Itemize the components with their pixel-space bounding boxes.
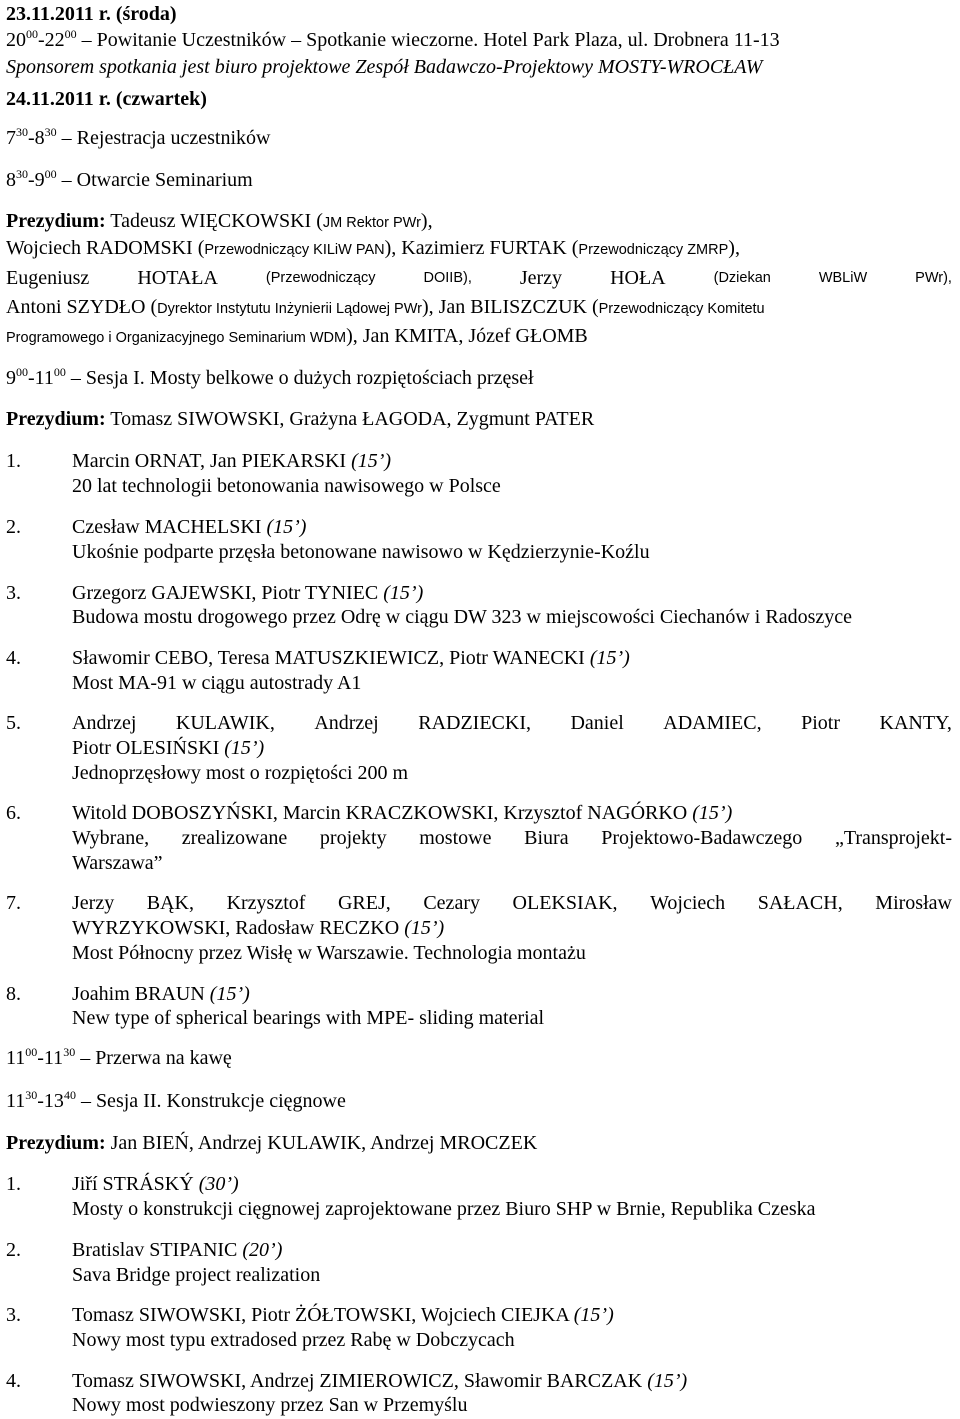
talk-authors: Czesław MACHELSKI (15’) — [72, 516, 307, 538]
session2-header: $11^{30}-13^{40}$ – Sesja II. Konstrukcje cięgnowe — [6, 1088, 346, 1112]
presidium-line-5: Programowego i Organizacyjnego Seminarium WDM), Jan KMITA, Józef GŁOMB — [6, 325, 588, 347]
coffee-break-line: $11^{00}-11^{30}$ – Przerwa na kawę — [6, 1045, 232, 1069]
talk-number: 6. — [6, 802, 21, 824]
talk-title: Ukośnie podparte przęsła betonowane nawisowo w Kędzierzynie-Koźlu — [72, 541, 650, 563]
talk-title: Mosty o konstrukcji cięgnowej zaprojektowane przez Biuro SHP w Brnie, Republika Czeska — [72, 1198, 816, 1220]
talk-authors-cont: Piotr OLESIŃSKI (15’) — [72, 737, 265, 759]
talk-authors: Tomasz SIWOWSKI, Andrzej ZIMIEROWICZ, Sławomir BARCZAK (15’) — [72, 1370, 688, 1392]
talk-authors: Andrzej KULAWIK, Andrzej RADZIECKI, Daniel ADAMIEC, Piotr KANTY, — [72, 712, 952, 734]
talk-title-cont: Warszawa” — [72, 852, 163, 874]
session1-presidium: Prezydium: Tomasz SIWOWSKI, Grażyna ŁAGODA, Zygmunt PATER — [6, 408, 595, 430]
talk-title: Sava Bridge project realization — [72, 1264, 321, 1286]
talk-title: Budowa mostu drogowego przez Odrę w ciągu DW 323 w miejscowości Ciechanów i Radoszyce — [72, 606, 852, 628]
talk-number: 2. — [6, 516, 21, 538]
talk-number: 3. — [6, 1304, 21, 1326]
talk-number: 3. — [6, 582, 21, 604]
talk-title: Wybrane, zrealizowane projekty mostowe Biura Projektowo-Badawczego „Transprojekt- — [72, 827, 952, 849]
talk-title: Nowy most podwieszony przez San w Przemyślu — [72, 1394, 468, 1416]
presidium-line-4: Antoni SZYDŁO (Dyrektor Instytutu Inżynierii Lądowej PWr), Jan BILISZCZUK (Przewodniczący Komitetu — [6, 296, 765, 318]
talk-authors: Grzegorz GAJEWSKI, Piotr TYNIEC (15’) — [72, 582, 424, 604]
talk-title: Most MA-91 w ciągu autostrady A1 — [72, 672, 362, 694]
day2-date: 24.11.2011 r. (czwartek) — [6, 88, 207, 110]
day1-date: 23.11.2011 r. (środa) — [6, 3, 177, 25]
talk-number: 2. — [6, 1239, 21, 1261]
talk-authors: Witold DOBOSZYŃSKI, Marcin KRACZKOWSKI, Krzysztof NAGÓRKO (15’) — [72, 802, 733, 824]
presidium-line-2: Wojciech RADOMSKI (Przewodniczący KILiW PAN), Kazimierz FURTAK (Przewodniczący ZMRP), — [6, 237, 740, 259]
presidium-line-3: Eugeniusz HOTAŁA (Przewodniczący DOIIB), Jerzy HOŁA (Dziekan WBLiW PWr), — [6, 267, 952, 289]
talk-authors: Jerzy BĄK, Krzysztof GREJ, Cezary OLEKSIAK, Wojciech SAŁACH, Mirosław — [72, 892, 952, 914]
talk-number: 1. — [6, 450, 21, 472]
talk-title: New type of spherical bearings with MPE- sliding material — [72, 1007, 545, 1029]
talk-title: Jednoprzęsłowy most o rozpiętości 200 m — [72, 762, 409, 784]
talk-authors: Sławomir CEBO, Teresa MATUSZKIEWICZ, Piotr WANECKI (15’) — [72, 647, 630, 669]
talk-number: 4. — [6, 647, 21, 669]
talk-number: 4. — [6, 1370, 21, 1392]
presidium-line-1: Prezydium: Tadeusz WIĘCKOWSKI (JM Rektor PWr), — [6, 210, 433, 232]
talk-number: 7. — [6, 892, 21, 914]
talk-number: 1. — [6, 1173, 21, 1195]
talk-title: 20 lat technologii betonowania nawisowego w Polsce — [72, 475, 501, 497]
session2-presidium: Prezydium: Jan BIEŃ, Andrzej KULAWIK, Andrzej MROCZEK — [6, 1132, 538, 1154]
talk-authors-cont: WYRZYKOWSKI, Radosław RECZKO (15’) — [72, 917, 445, 939]
talk-authors: Joahim BRAUN (15’) — [72, 983, 250, 1005]
opening-line: $8^{30}-9^{00}$ – Otwarcie Seminarium — [6, 167, 253, 191]
session1-header: $9^{00}-11^{00}$ – Sesja I. Mosty belkowe o dużych rozpiętościach przęseł — [6, 365, 534, 389]
talk-authors: Bratislav STIPANIC (20’) — [72, 1239, 283, 1261]
day1-welcome-line: $20^{00}-22^{00}$ – Powitanie Uczestników – Spotkanie wieczorne. Hotel Park Plaza, ul. Drobnera 11-13 — [6, 27, 780, 51]
talk-title: Most Północny przez Wisłę w Warszawie. Technologia montażu — [72, 942, 586, 964]
talk-number: 5. — [6, 712, 21, 734]
talk-authors: Marcin ORNAT, Jan PIEKARSKI (15’) — [72, 450, 392, 472]
talk-authors: Jiří STRÁSKÝ (30’) — [72, 1173, 239, 1195]
talk-number: 8. — [6, 983, 21, 1005]
talk-title: Nowy most typu extradosed przez Rabę w Dobczycach — [72, 1329, 515, 1351]
day1-sponsor: Sponsorem spotkania jest biuro projektowe Zespół Badawczo-Projektowy MOSTY-WROCŁAW — [6, 56, 763, 78]
registration-line: $7^{30}-8^{30}$ – Rejestracja uczestników — [6, 125, 271, 149]
talk-authors: Tomasz SIWOWSKI, Piotr ŻÓŁTOWSKI, Wojciech CIEJKA (15’) — [72, 1304, 614, 1326]
